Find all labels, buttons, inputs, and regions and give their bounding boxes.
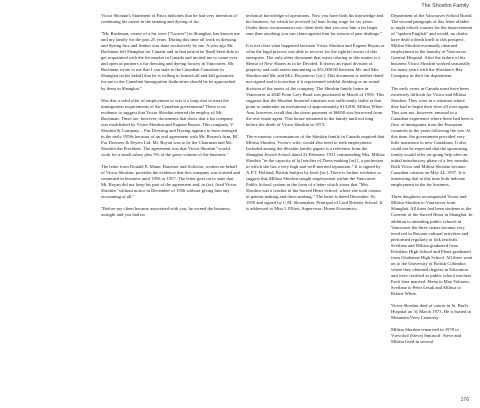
- paragraph: Victor Shoshin's Statement of Facts indicates that he had very intention of continuing his career in the tanning and dyeing of fur.: [101, 13, 237, 25]
- paragraph: Was this a solid offer of employment or was it a long shot to meet the immigration requirements of the Canadian government? There is no evidence to suggest that Victor Shoshin entered the employ of Mr. Buchman. There are, however, documents that show that a fur company was established by Victor Shoshin and Eugene Boyan. This company, V. Shoshin & Company – Fur Dressing and Dyeing appears to have emerged in the early 1950s because of an oral agreement with Mr. Boyan's firm, BC Fur Dressers & Dryers Ltd. Mr. Boyan was to be the Chairman and Mr. Shoshin the President. The agreement was that Victor Shoshin "would work for a small salary plus 5% of the gross volume of the business.": [101, 97, 239, 157]
- text-column-3: [391, 13, 473, 351]
- page-number: 176: [460, 397, 469, 403]
- paragraph: The early years in Canada must have been extremely difficult for Victor and Militsa Shoshin. They were in a situation where they had to begin their lives all over again. This was not, however, unusual in a Canadian experience where there had been a flow of immigrants from the European countries in the years following the war. At this time, the government provided very little assistance to new Canadians. It also could not be expected that the sponsoring family would offer on-going help after an initial introductory phase of a few months. Both Victor and Militsa Shoshin became Canadian citizens on May 24, 1957. It is interesting that at this time both indicate employment in the fur business.: [391, 85, 473, 188]
- paragraph: Militsa Shoshin remarried in 1978 to Vsevolod (Steve) Smirnoff. Steve and Militsa lived in several: [391, 327, 461, 345]
- paragraph: Victor Shoshin died of cancer in St. Paul's Hospital on 31 March 1973. He is buried in Mountain View Cemetery.: [391, 303, 471, 321]
- paragraph: Three daughters accompanied Victor and Militsa Shoshin to Vancouver from Shanghai. All three had been students at the Convent of the Sacred Heart in Shanghai. In addition to attending public schools in Vancouver the three sisters became very involved in Russian cultural activities and performed regularly at folk festivals. Svetlana and Militsa graduated from Kitsilano High School and Elena graduated from Gladstone High School. All three went on to the University of British Columbia where they obtained degrees in Education and were certified as public school teachers. Each later married: Elena to Max Voltaren, Svetlana to Peter Lesak and Militsa to Robert White.: [391, 194, 473, 297]
- paragraph: Department of the Vancouver School Board. The second paragraph of this letter alludes to night school courses for the improvement of "spoken English" and would, no doubt, have dealt a death knell to this prospect. Militsa Shoshin eventually obtained employment in the laundry of Vancouver General Hospital. After the failure of his business Victor Shoshin worked seasonally for many years with the Shoshon's Bay Company in their fur department.: [391, 13, 473, 79]
- text-column-2: [246, 13, 385, 218]
- paragraph: "Before my client became associated with you, he owned the business outright and you had no: [101, 206, 230, 218]
- paragraph: It is not clear what happened between Victor Shoshin and Eugene Boyan or what the legal process was able to recover for the rightful owner of this enterprise. The only other document that exists relating to this matter is a Memo of New Shares as to be Divided. It shows an equal division of property and cash assets amounting to $51,000.00 between Mr. and Mrs. Shoshin and Mr. and Mrs. Boyanovsc [sic]. This document is neither dated nor signed and it is unclear if it represented wishful thinking or an actual division of the assets of the company. The Shoshin family home in Vancouver at 2640 Point Grey Road was purchased in March of 1956. This suggests that the Shoshin financial situation was sufficiently stable at that point to undertake an investment of approximately $13,000. Militsa White Ann, however, recall that the down payment of $6000 was borrowed from the real estate agent. This house remained in the family until not long before the death of Victor Shoshin in 1973.: [246, 43, 385, 127]
- paragraph: The letter from Donald E. Mann, Barrister and Solicitor, written on behalf of Victor Shoshin, provides the evidence that this company was formed and continued in business until 1956 or 1957. The letter goes on to state that Mr. Boyan did not keep his part of the agreement and, in fact, fired Victor Shoshin "without notice in December of 1956 without giving him any accounting at all.": [101, 164, 240, 200]
- running-header: The Shoshin Family: [421, 3, 469, 9]
- paragraph: technical knowledge of operations. Now you have both his knowledge and his business, for which he received [a] bare living wage for six years. Under these circumstances my client feels that you owe him a far larger sum than anything you can claim against him for reason of past dealings.": [246, 13, 384, 37]
- text-column-1: [101, 13, 240, 224]
- paragraph: "Mr. Buchman, owner of a fur store ("Louvre") in Shanghai, has known me and my family for the past 25 years. During this time all work in dressing and dyeing furs and leather was done exclusively by me. A year ago Mr. Buchman left Shanghai for Canada and in that period he [had] been able to get acquainted with the fur market in Canada and invited me to come over and open as partners a fur dressing and dyeing factory in Vancouver. Mr. Buchman wrote to me that I can state to the Canadian Consulate in Shanghai on his behalf that he is willing to furnish all and full guarantee for me to the Canadian Immigration Authorities should he be approached by them in Shanghai.": [101, 31, 240, 91]
- paragraph: The economic circumstances of the Shoshin family in Canada required that Militsa Shoshin, Victor's wife, would also need to seek employment. Included among the Shoshin family papers is a reference from the Shanghai Jewish School dated 22 February 1951 commending Mrs. Militsa Shoshin "in the capacity of [a] teacher of Dress-making [as] [, a profession in which she has a very high and well-merited reputation." It is signed by A.F.T. Holland, British Subject by birth [sic]. There is further evidence to suggest that Militsa Shoshin sought employment within the Vancouver Public School system in the form of a letter which states that "Mrs. Shoshin was a teacher in the Sacred Heart School, where she took classes in pattern making and dress making." The letter is dated December 16, 1950 and signed by C.M. Shoemaker, Principal of Lord Roberts School. It is addressed to Miss I. Elliott, Supervisor, Home Economics: [246, 133, 385, 212]
